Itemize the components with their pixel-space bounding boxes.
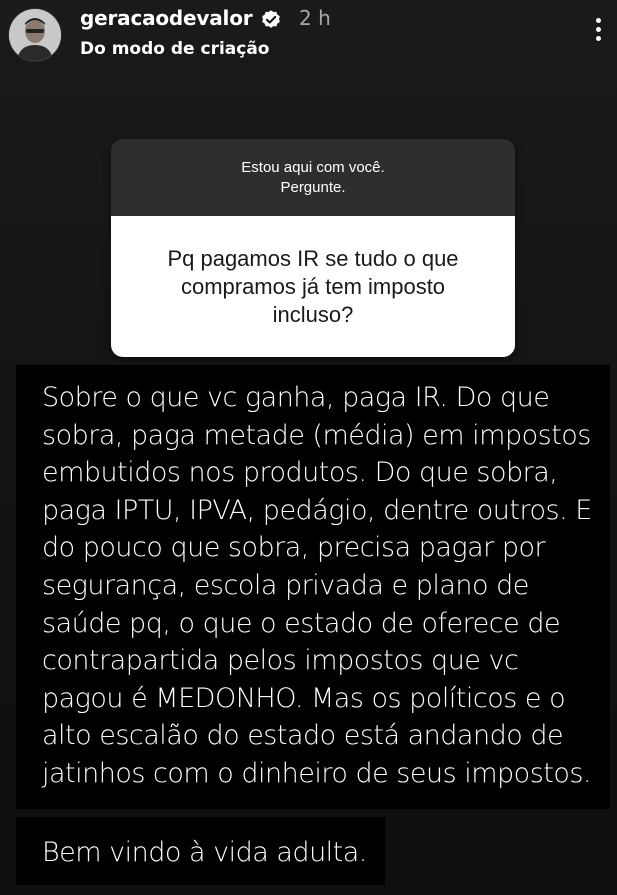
question-prompt-line-1: Estou aqui com você.: [241, 158, 385, 176]
profile-photo-icon: [9, 9, 61, 61]
reply-main-text: Sobre o que vc ganha, paga IR. Do que sobra, paga metade (média) em impostos embutidos nos produtos. Do que sobra, paga IPTU, IPVA, pedágio, dentre outros. E do pouco que sobra, precisa pagar por segurança, escola privada e plano de saúde pq, o que o estado de oferece de contrapartida pelos impostos que vc pagou é MEDONHO. Mas os políticos e o alto escalão do estado está andando de jatinhos com o dinheiro de seus impostos.: [42, 382, 592, 789]
story-subtitle[interactable]: Do modo de criação: [80, 39, 270, 59]
question-text: Pq pagamos IR se tudo o que compramos já tem imposto incluso?: [111, 216, 515, 357]
post-time: 2 h: [299, 6, 331, 30]
more-options-icon[interactable]: [590, 18, 606, 50]
question-prompt-line-2: Pergunte.: [280, 178, 346, 196]
reply-secondary-box: [16, 817, 385, 885]
verified-badge-icon: [260, 8, 282, 30]
question-sticker: [111, 139, 515, 357]
username[interactable]: geracaodevalor: [80, 6, 253, 30]
story-header: [0, 0, 617, 80]
reply-secondary-text: Bem vindo à vida adulta.: [42, 837, 367, 868]
question-prompt: [111, 139, 515, 216]
reply-text-box: [16, 365, 610, 809]
avatar[interactable]: [8, 8, 62, 62]
